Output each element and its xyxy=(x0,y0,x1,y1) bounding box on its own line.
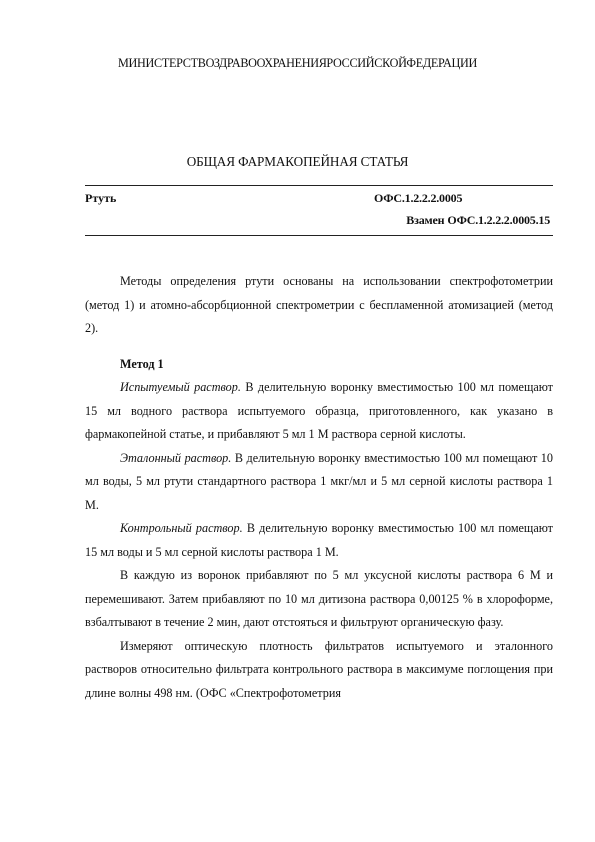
intro-paragraph: Методы определения ртути основаны на использовании спектрофотометрии (метод 1) и атомно-абсорбционной спектрометрии с беспламенной атомизацией (метод 2). xyxy=(85,274,553,335)
measurement-paragraph: Измеряют оптическую плотность фильтратов испытуемого и эталонного растворов относительно фильтрата контрольного раствора в максимуме поглощения при длине волны 498 нм. (ОФС «Спектрофотометрия xyxy=(85,638,553,700)
header-rule-bottom xyxy=(85,235,553,236)
reference-solution-label: Эталонный раствор. xyxy=(120,450,232,465)
replaces-label: Взамен xyxy=(406,213,445,227)
method-1-heading: Метод 1 xyxy=(120,356,164,371)
article-body xyxy=(85,270,553,705)
reference-solution-text: В делительную воронку вместимостью 100 мл помещают 10 мл воды, 5 мл ртути стандартного раствора 1 мкг/мл и 5 мл серной кислоты раствора 1 М. xyxy=(85,450,553,512)
article-code: ОФС.1.2.2.2.0005 xyxy=(374,191,463,205)
reference-solution-paragraph xyxy=(85,447,553,518)
control-solution-paragraph xyxy=(85,517,553,564)
test-solution-label: Испытуемый раствор. xyxy=(120,380,241,394)
replaces-code: ОФС.1.2.2.2.0005.15 xyxy=(447,213,550,227)
article-subject: Ртуть xyxy=(85,191,117,205)
control-solution-text: В делительную воронку вместимостью 100 мл помещают 15 мл воды и 5 мл серной кислоты раствора 1 М. xyxy=(85,521,553,559)
article-type-title: ОБЩАЯ ФАРМАКОПЕЙНАЯ СТАТЬЯ xyxy=(186,154,409,169)
procedure-paragraph: В каждую из воронок прибавляют по 5 мл уксусной кислоты раствора 6 М и перемешивают. Затем прибавляют по 10 мл дитизона раствора 0,00125 % в хлороформе, взбалтывают в течение 2 мин, дают отстояться и фильтруют органическую фазу. xyxy=(85,568,553,629)
header-rule-top xyxy=(85,185,553,186)
control-solution-label: Контрольный раствор. xyxy=(120,521,243,535)
ministry-header: МИНИСТЕРСТВО ЗДРАВООХРАНЕНИЯ РОССИЙСКОЙ ФЕДЕРАЦИИ xyxy=(118,56,477,70)
test-solution-text: В делительную воронку вместимостью 100 мл помещают 15 мл водного раствора испытуемого образца, приготовленного, как указано в фармакопейной статье, и прибавляют 5 мл 1 М раствора серной кислоты. xyxy=(85,380,554,441)
replaces-line xyxy=(406,213,553,228)
test-solution-paragraph xyxy=(85,376,553,447)
